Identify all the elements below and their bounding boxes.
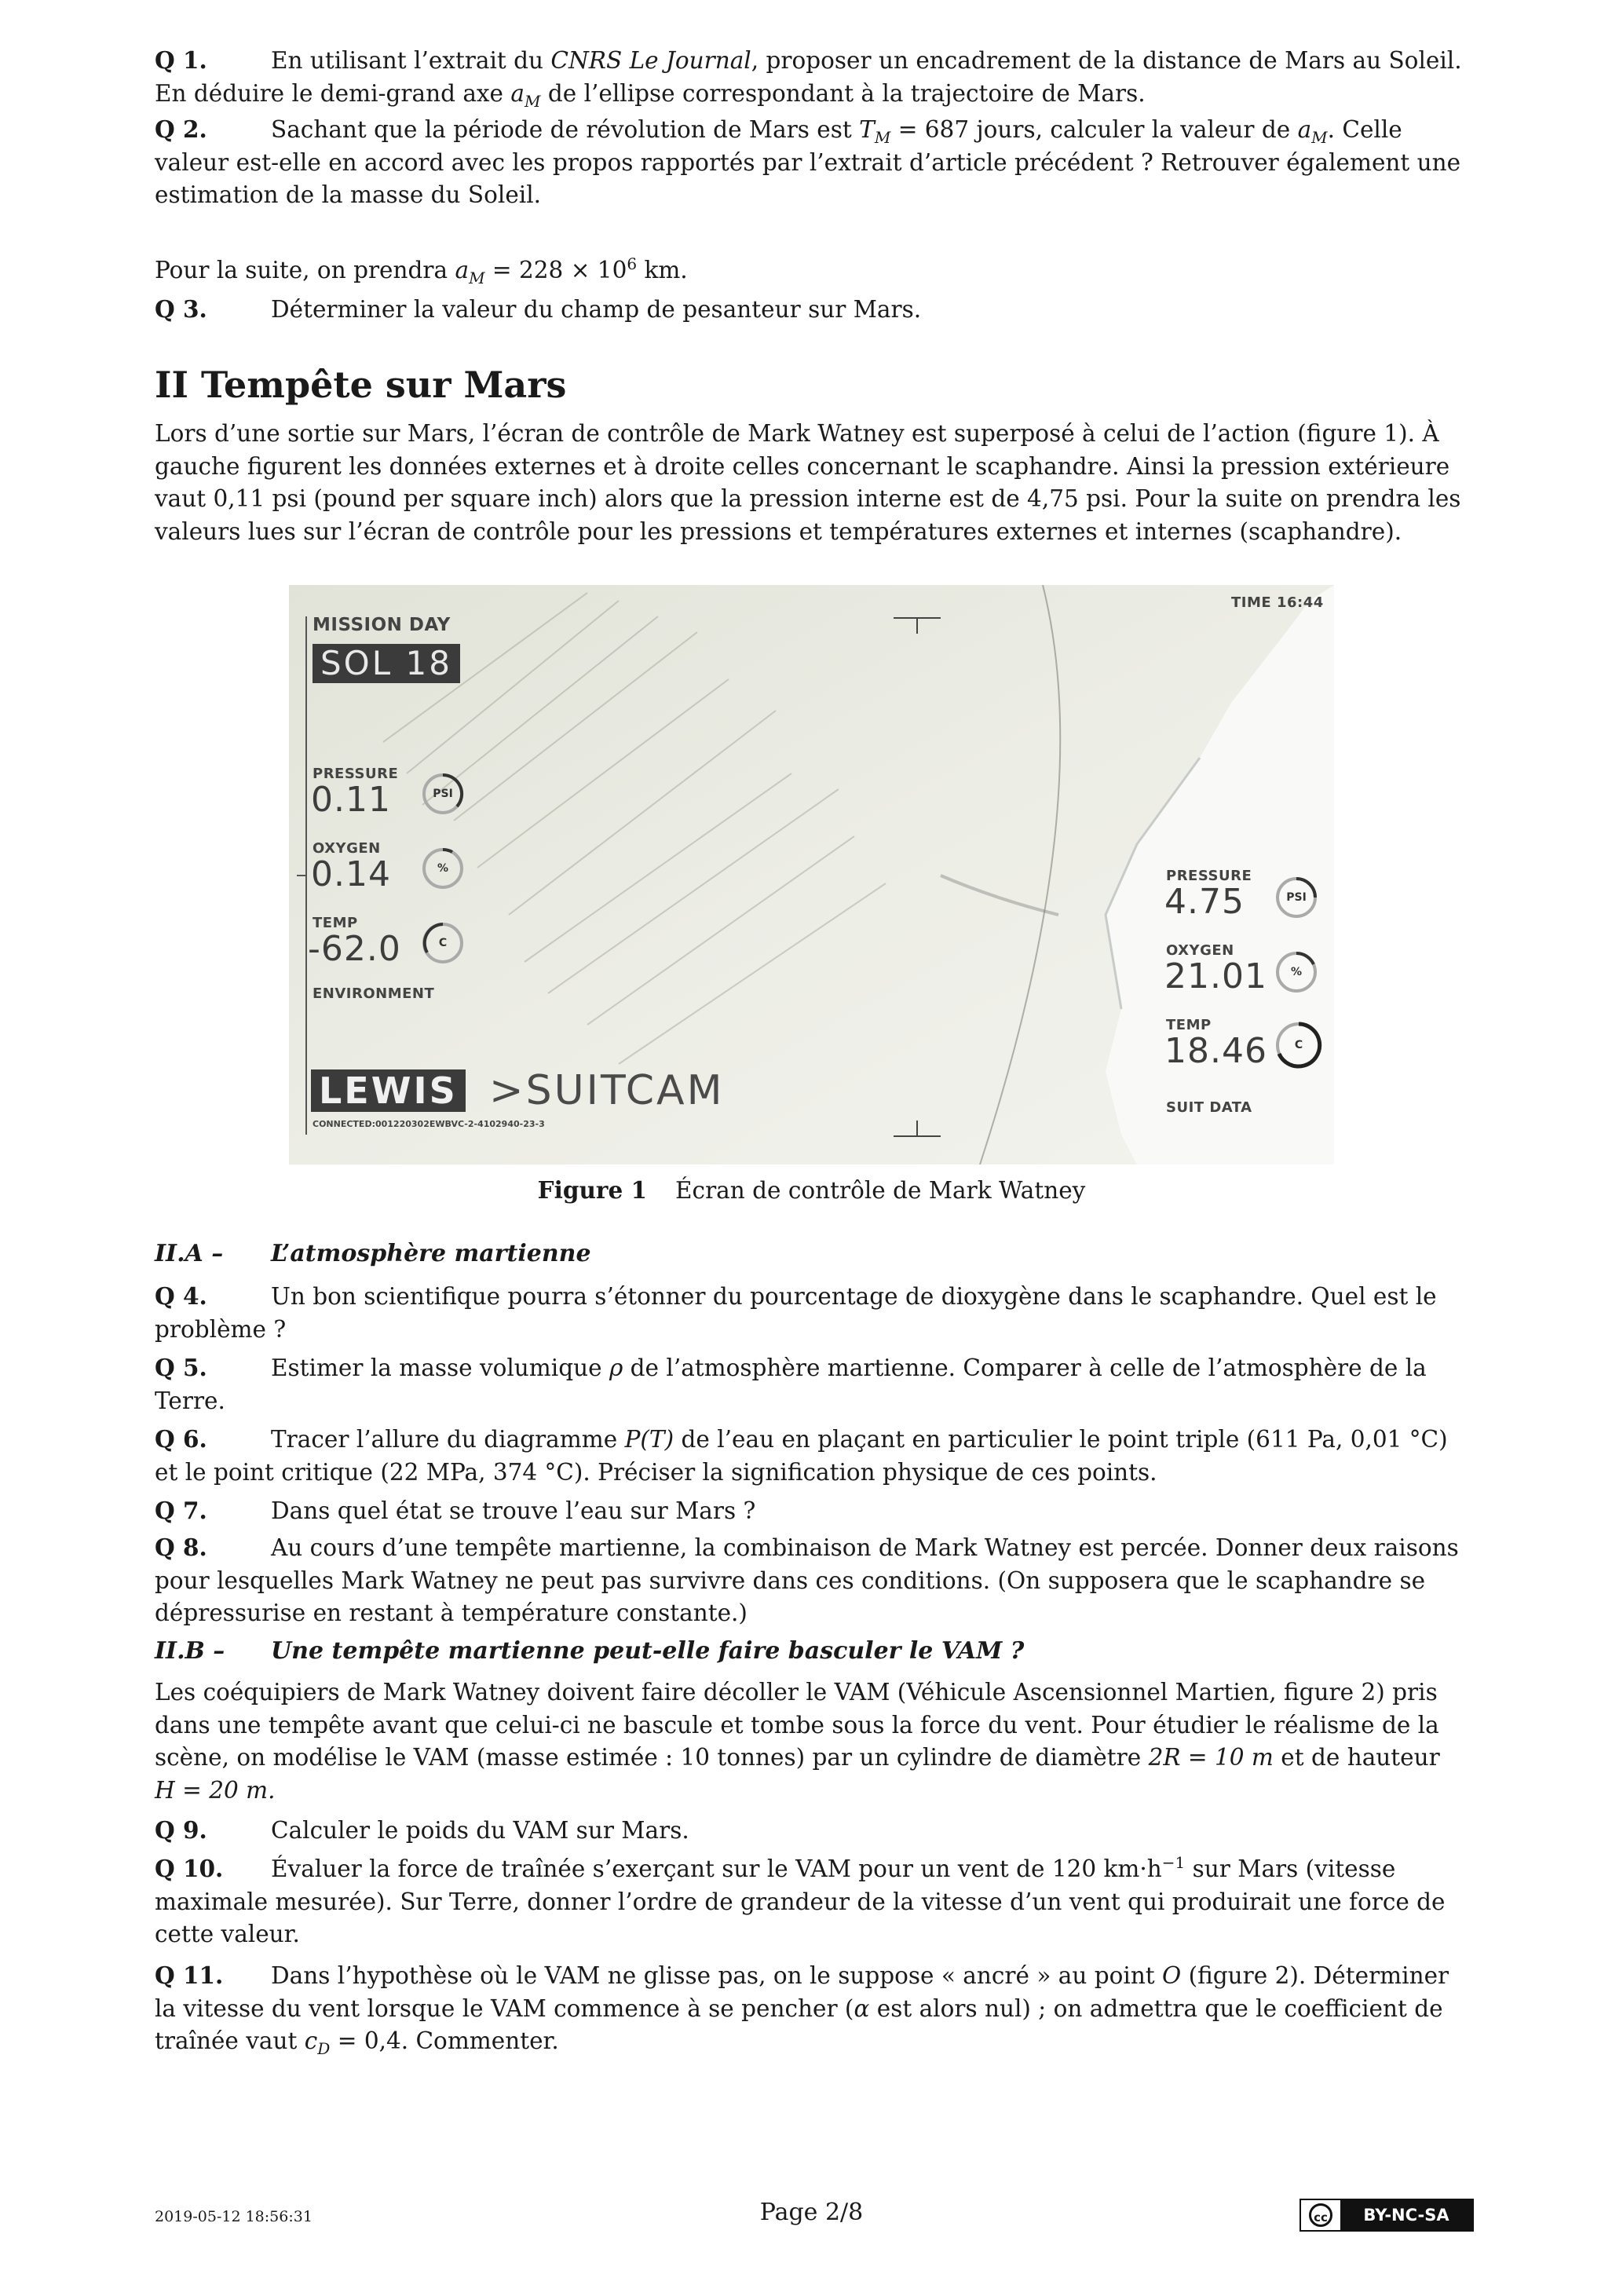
question-1: [155, 44, 1471, 110]
text: scène, on modélise le VAM (masse estimée : 10 tonnes) par un cylindre de diamètre: [155, 1744, 1149, 1771]
question-4: [155, 1280, 1471, 1346]
subsection-b-intro: [155, 1676, 1471, 1807]
suit-footer-label: SUIT DATA: [1166, 1099, 1252, 1116]
text: Déterminer la valeur du champ de pesanteur sur Mars.: [271, 296, 922, 323]
mission-day-label: MISSION DAY: [313, 615, 451, 635]
question-label: Q 11.: [155, 1961, 224, 1989]
cc-icon-text: cc: [1309, 2203, 1332, 2227]
math-cd: c: [304, 2027, 318, 2054]
text: Sachant que la période de révolution de Mars est: [271, 116, 860, 143]
text: estimation de la masse du Soleil.: [155, 181, 542, 208]
env-pressure-value: 0.11: [311, 780, 391, 820]
question-label: Q 6.: [155, 1425, 207, 1453]
unit: %: [1290, 966, 1303, 978]
env-temp-value: -62.0: [308, 929, 401, 969]
text: de l’ellipse correspondant à la trajectoire de Mars.: [540, 79, 1146, 107]
subscript: D: [317, 2038, 331, 2058]
question-9: [155, 1814, 1471, 1848]
source-name: CNRS Le Journal: [550, 47, 751, 74]
unit: %: [437, 862, 449, 875]
question-label: Q 5.: [155, 1354, 207, 1381]
question-5: [155, 1351, 1471, 1417]
text: cette valeur.: [155, 1921, 300, 1947]
connection-string: CONNECTED:001220302EWBVC-2-4102940-23-3: [313, 1119, 545, 1129]
text: valeur est-elle en accord avec les propos rapportés par l’extrait d’article précédent ? Retrouver également une: [155, 148, 1461, 176]
text: de l’eau en plaçant en particulier le point triple (611 Pa, 0,01 °C): [674, 1426, 1448, 1453]
suit-oxygen-label: OXYGEN: [1166, 942, 1234, 959]
text: Un bon scientifique pourra s’étonner du pourcentage de dioxygène dans le scaphandre. Quel est le: [271, 1283, 1437, 1310]
license-badge: [1299, 2199, 1474, 2232]
question-label: Q 2.: [155, 115, 207, 143]
footer-timestamp: 2019-05-12 18:56:31: [155, 2208, 313, 2225]
text: En déduire le demi-grand axe: [155, 79, 511, 107]
subsection-number: II.B –: [155, 1637, 225, 1665]
question-label: Q 1.: [155, 46, 207, 74]
unit: PSI: [433, 788, 453, 800]
exponent: 6: [627, 254, 638, 274]
math-diameter: 2R = 10 m: [1148, 1744, 1274, 1771]
question-label: Q 8.: [155, 1534, 207, 1561]
text: (figure 2). Déterminer: [1181, 1962, 1449, 1989]
camera-mode-label: >SUITCAM: [489, 1067, 725, 1114]
camera-name-badge: LEWIS: [311, 1069, 466, 1112]
cc-icon: [1301, 2200, 1340, 2230]
question-7: [155, 1494, 1471, 1528]
text: Calculer le poids du VAM sur Mars.: [271, 1817, 689, 1844]
subsection-b-title: [155, 1635, 1024, 1667]
text: traînée vaut: [155, 2027, 305, 2054]
math-am: $a_M$: [510, 79, 541, 111]
text: et le point critique (22 MPa, 374 °C). Préciser la signification physique de ces points.: [155, 1458, 1157, 1486]
math-am: $a_M$: [1297, 116, 1328, 147]
text: problème ?: [155, 1315, 287, 1343]
suit-pressure-label: PRESSURE: [1166, 868, 1252, 884]
figure-caption: [0, 1175, 1623, 1206]
text: pour lesquelles Mark Watney ne peut pas survivre dans ces conditions. (On supposera que le scaphandre se: [155, 1567, 1426, 1594]
text: Pour la suite, on prendra: [155, 257, 455, 283]
text: et de hauteur: [1273, 1744, 1440, 1771]
unit: PSI: [1286, 891, 1307, 904]
text: de l’atmosphère martienne. Comparer à celle de l’atmosphère de la: [623, 1355, 1427, 1381]
text: Évaluer la force de traînée s’exerçant sur le VAM pour un vent de 120 km·h: [271, 1855, 1162, 1882]
suit-pressure-value: 4.75: [1164, 882, 1245, 922]
text: Les coéquipiers de Mark Watney doivent faire décoller le VAM (Véhicule Ascensionnel Martien, figure 2) pris: [155, 1679, 1438, 1706]
question-3: [155, 293, 1471, 327]
text: = 687 jours, calculer la valeur de: [890, 116, 1298, 143]
math-alpha: α: [854, 1994, 870, 2022]
note: [155, 254, 1471, 287]
env-pressure-gauge-icon: [421, 772, 465, 816]
unit: C: [1294, 1039, 1303, 1051]
text: valeurs lues sur l’écran de contrôle pour les pressions et températures externes et internes (scaphandre).: [155, 517, 1402, 545]
suit-temp-gauge-icon: [1274, 1021, 1323, 1069]
text: En utilisant l’extrait du: [271, 47, 551, 74]
text: dépressurise en restant à température constante.): [155, 1600, 748, 1626]
math-am: $a_M$: [455, 257, 485, 287]
suit-oxygen-value: 21.01: [1164, 956, 1267, 996]
text: , proposer un encadrement de la distance de Mars au Soleil.: [751, 47, 1462, 74]
question-11: [155, 1959, 1471, 2058]
subsection-number: II.A –: [155, 1240, 224, 1267]
figure-1-control-screen: [289, 585, 1334, 1164]
suit-oxygen-gauge-icon: [1274, 950, 1318, 994]
caption-text: Écran de contrôle de Mark Watney: [675, 1177, 1086, 1204]
subsection-title: Une tempête martienne peut-elle faire basculer le VAM ?: [271, 1637, 1025, 1665]
question-8: [155, 1531, 1471, 1630]
question-2: [155, 113, 1471, 212]
math-point-o: O: [1162, 1962, 1182, 1989]
text: = 228 × 10: [484, 257, 627, 283]
question-6: [155, 1423, 1471, 1489]
env-oxygen-gauge-icon: [421, 846, 465, 890]
suit-temp-value: 18.46: [1164, 1031, 1267, 1071]
suit-pressure-gauge-icon: [1274, 876, 1318, 919]
unit: C: [438, 937, 448, 949]
text: km.: [637, 257, 688, 283]
text: Dans l’hypothèse où le VAM ne glisse pas, on le suppose « ancré » au point: [271, 1962, 1163, 1989]
text: Lors d’une sortie sur Mars, l’écran de contrôle de Mark Watney est superposé à celui de l’action (figure 1). À: [155, 420, 1439, 447]
subsection-a-title: [155, 1238, 591, 1270]
section-title: II Tempête sur Mars: [155, 364, 567, 406]
exponent: −1: [1161, 1853, 1186, 1873]
time-readout: TIME 16:44: [1231, 594, 1324, 611]
question-label: Q 10.: [155, 1855, 224, 1882]
math-tm: $T_M$: [859, 116, 891, 147]
caption-number: Figure 1: [537, 1176, 648, 1204]
license-text: BY-NC-SA: [1340, 2200, 1472, 2230]
math-height: H = 20 m.: [155, 1776, 276, 1804]
text: Au cours d’une tempête martienne, la combinaison de Mark Watney est percée. Donner deux raisons: [271, 1534, 1459, 1561]
question-label: Q 4.: [155, 1282, 207, 1310]
text: Terre.: [155, 1387, 225, 1414]
text: maximale mesurée). Sur Terre, donner l’ordre de grandeur de la vitesse d’un vent qui produirait une force de: [155, 1888, 1446, 1915]
env-pressure-label: PRESSURE: [313, 766, 399, 782]
suit-temp-label: TEMP: [1166, 1017, 1212, 1033]
text: = 0,4. Commenter.: [330, 2027, 559, 2054]
text: . Celle: [1327, 116, 1402, 143]
text: gauche figurent les données externes et à droite celles concernant le scaphandre. Ainsi la pression extérieure: [155, 452, 1450, 480]
text: Dans quel état se trouve l’eau sur Mars ?: [271, 1497, 756, 1524]
text: dans une tempête avant que celui-ci ne bascule et tombe sous la force du vent. Pour étudier le réalisme de la: [155, 1711, 1439, 1738]
text: vaut 0,11 psi (pound per square inch) alors que la pression interne est de 4,75 psi. Pour la suite on prendra les: [155, 485, 1461, 512]
page-number: Page 2/8: [759, 2199, 864, 2226]
subsection-title: L’atmosphère martienne: [271, 1240, 591, 1267]
math-pt: P(T): [624, 1426, 674, 1453]
env-oxygen-value: 0.14: [311, 854, 391, 894]
question-label: Q 7.: [155, 1497, 207, 1524]
text: la vitesse du vent lorsque le VAM commence à se pencher (: [155, 1994, 854, 2022]
question-label: Q 3.: [155, 295, 207, 323]
text: sur Mars (vitesse: [1185, 1855, 1396, 1882]
text: Tracer l’allure du diagramme: [271, 1426, 625, 1453]
env-footer-label: ENVIRONMENT: [313, 985, 435, 1002]
section-intro: [155, 418, 1471, 548]
env-temp-gauge-icon: [421, 921, 465, 965]
text: est alors nul) ; on admettra que le coefficient de: [869, 1994, 1443, 2022]
sol-counter: SOL 18: [313, 644, 460, 683]
question-label: Q 9.: [155, 1816, 207, 1844]
text: Estimer la masse volumique: [271, 1355, 609, 1381]
env-temp-label: TEMP: [313, 915, 358, 931]
question-10: [155, 1852, 1471, 1951]
math-rho: ρ: [609, 1355, 623, 1381]
env-oxygen-label: OXYGEN: [313, 840, 381, 857]
